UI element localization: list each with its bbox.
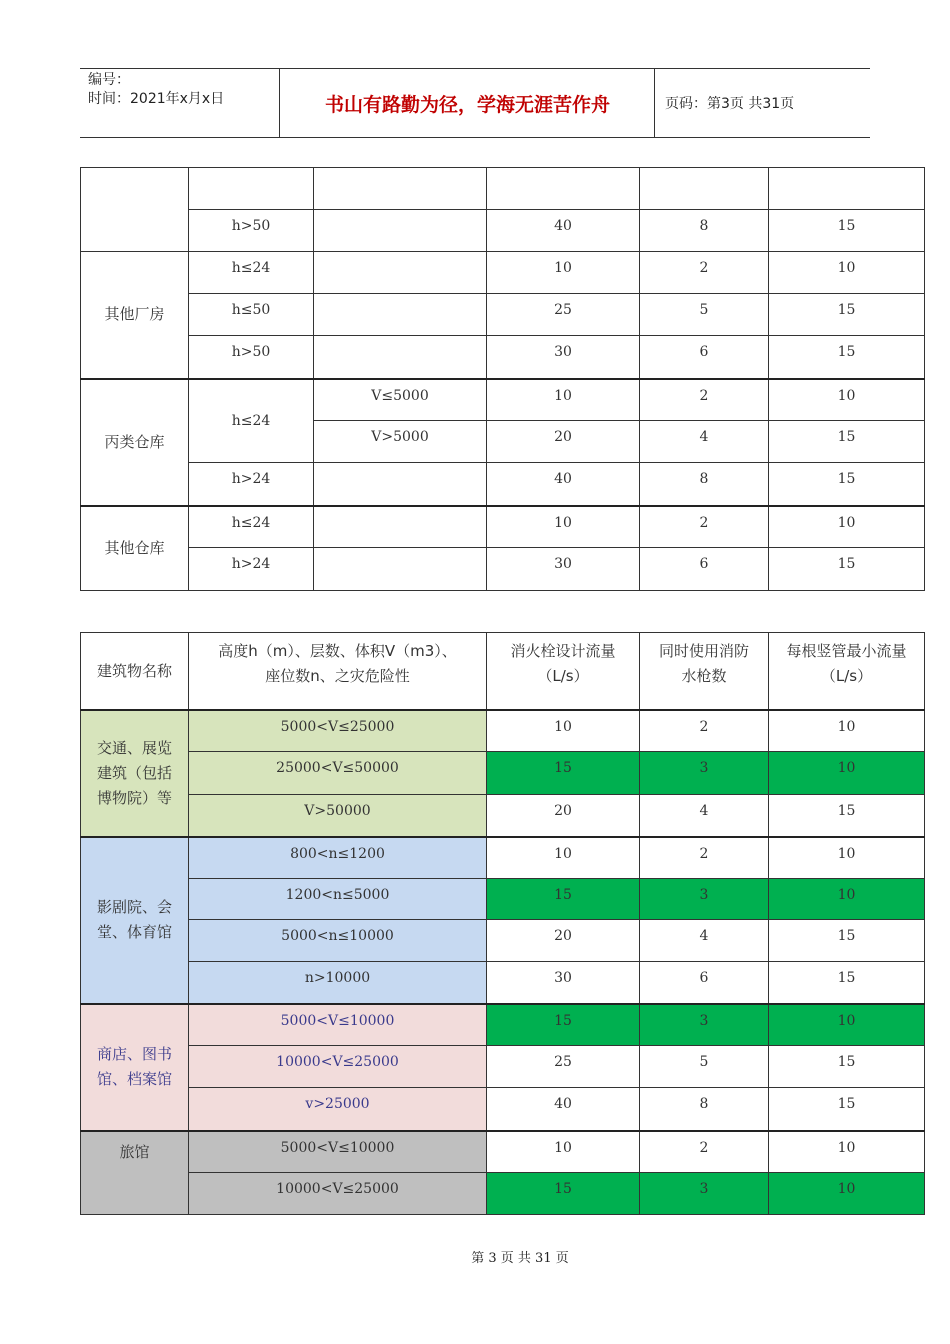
group-exhibition-line3: 博物院）等	[96, 788, 172, 807]
min-flow-cell: 10	[769, 879, 925, 920]
flow-cell: 15	[487, 1004, 640, 1046]
min-flow-cell: 15	[769, 1088, 925, 1131]
flow-cell: 40	[487, 210, 640, 252]
param-cell: 5000<V≤25000	[189, 710, 487, 752]
group-other-factory: 其他厂房	[81, 252, 189, 379]
guns-cell: 6	[640, 962, 769, 1004]
flow-cell: 30	[487, 336, 640, 379]
volume-cell	[314, 463, 487, 506]
guns-cell: 2	[640, 1131, 769, 1173]
param-cell: 5000<V≤10000	[189, 1131, 487, 1173]
volume-cell	[314, 252, 487, 294]
group-exhibition-line2: 建筑（包括	[96, 763, 172, 782]
header-min-flow-line1: 每根竖管最小流量	[786, 642, 907, 660]
height-cell: h>24	[189, 463, 314, 506]
group-theater	[81, 837, 189, 1004]
height-cell: h>24	[189, 548, 314, 591]
param-cell: 5000<V≤10000	[189, 1004, 487, 1046]
param-cell: 10000<V≤25000	[189, 1046, 487, 1088]
table-row	[81, 506, 925, 548]
min-flow-cell: 15	[769, 548, 925, 591]
flow-cell	[487, 168, 640, 210]
guns-cell: 3	[640, 752, 769, 795]
flow-cell: 25	[487, 1046, 640, 1088]
flow-cell: 25	[487, 294, 640, 336]
flow-cell: 15	[487, 752, 640, 795]
page-footer	[0, 1247, 950, 1266]
group-shop-library	[81, 1004, 189, 1131]
volume-cell: V≤5000	[314, 379, 487, 421]
volume-cell	[314, 294, 487, 336]
header-parameters	[189, 633, 487, 710]
guns-cell: 6	[640, 548, 769, 591]
min-flow-cell: 10	[769, 1173, 925, 1215]
header-min-flow-line2: （L/s）	[820, 667, 873, 685]
table-row	[81, 168, 925, 210]
min-flow-cell: 15	[769, 421, 925, 463]
height-cell: h≤24	[189, 379, 314, 463]
guns-cell	[640, 168, 769, 210]
volume-cell	[314, 168, 487, 210]
guns-cell: 2	[640, 710, 769, 752]
group-shop-library-line2: 馆、档案馆	[96, 1070, 172, 1088]
guns-cell: 3	[640, 1004, 769, 1046]
table-row	[81, 1088, 925, 1131]
table-row	[81, 379, 925, 421]
table-row	[81, 548, 925, 591]
height-cell: h≤24	[189, 252, 314, 294]
min-flow-cell: 10	[769, 252, 925, 294]
param-cell: 1200<n≤5000	[189, 879, 487, 920]
flow-cell: 20	[487, 421, 640, 463]
table-row	[81, 962, 925, 1004]
min-flow-cell: 15	[769, 463, 925, 506]
min-flow-cell	[769, 168, 925, 210]
volume-cell	[314, 506, 487, 548]
flow-cell: 30	[487, 962, 640, 1004]
height-cell: h>50	[189, 336, 314, 379]
guns-cell: 3	[640, 879, 769, 920]
guns-cell: 8	[640, 463, 769, 506]
header-guns	[640, 633, 769, 710]
table-row	[81, 294, 925, 336]
group-shop-library-line1: 商店、图书	[96, 1045, 172, 1063]
flow-cell: 30	[487, 548, 640, 591]
min-flow-cell: 15	[769, 294, 925, 336]
group-class-c-warehouse: 丙类仓库	[81, 379, 189, 506]
param-cell: v>25000	[189, 1088, 487, 1131]
min-flow-cell: 15	[769, 1046, 925, 1088]
min-flow-cell: 15	[769, 962, 925, 1004]
min-flow-cell: 15	[769, 795, 925, 837]
guns-cell: 2	[640, 252, 769, 294]
hydrant-flow-table	[80, 632, 925, 1215]
param-cell: 10000<V≤25000	[189, 1173, 487, 1215]
height-cell	[189, 168, 314, 210]
table-row	[81, 463, 925, 506]
table-header-row	[81, 633, 925, 710]
flow-cell: 10	[487, 1131, 640, 1173]
group-theater-line2: 堂、体育馆	[96, 923, 172, 941]
flow-cell: 15	[487, 1173, 640, 1215]
header-meta	[80, 69, 280, 137]
flow-cell: 10	[487, 837, 640, 879]
guns-cell: 4	[640, 795, 769, 837]
height-cell: h≤24	[189, 506, 314, 548]
flow-cell: 10	[487, 379, 640, 421]
header-design-flow-line1: 消火栓设计流量	[510, 642, 616, 660]
height-cell: h≤50	[189, 294, 314, 336]
table-continued	[80, 167, 925, 591]
flow-cell: 15	[487, 879, 640, 920]
flow-cell: 40	[487, 463, 640, 506]
table-row	[81, 210, 925, 252]
group-hotel: 旅馆	[81, 1131, 189, 1215]
volume-cell: V>5000	[314, 421, 487, 463]
min-flow-cell: 10	[769, 710, 925, 752]
table-row	[81, 1131, 925, 1173]
header-guns-line2: 水枪数	[681, 667, 727, 685]
header-building-name: 建筑物名称	[81, 633, 189, 710]
flow-cell: 10	[487, 506, 640, 548]
time-label: 时间：2021年x月x日	[88, 91, 225, 107]
guns-cell: 4	[640, 920, 769, 962]
header-guns-line1: 同时使用消防	[658, 642, 749, 660]
min-flow-cell: 10	[769, 1131, 925, 1173]
flow-cell: 10	[487, 710, 640, 752]
group-other-warehouse: 其他仓库	[81, 506, 189, 591]
min-flow-cell: 15	[769, 336, 925, 379]
min-flow-cell: 15	[769, 920, 925, 962]
header-motto: 书山有路勤为径，学海无涯苦作舟	[281, 69, 655, 137]
min-flow-cell: 10	[769, 1004, 925, 1046]
height-cell: h>50	[189, 210, 314, 252]
header-page-label: 页码：第3页 共31页	[665, 96, 795, 112]
header-design-flow	[487, 633, 640, 710]
table-row	[81, 837, 925, 879]
table-row	[81, 710, 925, 752]
table-row	[81, 1173, 925, 1215]
page-header	[80, 68, 870, 138]
param-cell: V>50000	[189, 795, 487, 837]
table-row	[81, 1046, 925, 1088]
guns-cell: 5	[640, 294, 769, 336]
guns-cell: 4	[640, 421, 769, 463]
header-design-flow-line2: （L/s）	[537, 667, 589, 685]
guns-cell: 8	[640, 210, 769, 252]
table-row	[81, 752, 925, 795]
flow-cell: 20	[487, 795, 640, 837]
guns-cell: 5	[640, 1046, 769, 1088]
table-row	[81, 252, 925, 294]
table-row	[81, 879, 925, 920]
min-flow-cell: 15	[769, 210, 925, 252]
guns-cell: 2	[640, 379, 769, 421]
min-flow-cell: 10	[769, 837, 925, 879]
header-min-flow	[769, 633, 925, 710]
header-parameters-line1: 高度h（m）、层数、体积V（m3）、	[218, 642, 457, 660]
table-row	[81, 336, 925, 379]
flow-cell: 40	[487, 1088, 640, 1131]
table-row	[81, 920, 925, 962]
param-cell: 5000<n≤10000	[189, 920, 487, 962]
param-cell: n>10000	[189, 962, 487, 1004]
param-cell: 25000<V≤50000	[189, 752, 487, 795]
guns-cell: 2	[640, 506, 769, 548]
group-cell	[81, 168, 189, 252]
table-row	[81, 1004, 925, 1046]
volume-cell	[314, 210, 487, 252]
min-flow-cell: 10	[769, 506, 925, 548]
group-exhibition	[81, 710, 189, 837]
param-cell: 800<n≤1200	[189, 837, 487, 879]
group-exhibition-line1: 交通、展览	[96, 738, 172, 757]
group-theater-line1: 影剧院、会	[96, 898, 172, 916]
table-row	[81, 795, 925, 837]
volume-cell	[314, 336, 487, 379]
flow-cell: 20	[487, 920, 640, 962]
header-parameters-line2: 座位数n、之灾危险性	[265, 667, 410, 685]
footer-page-number: 第 3 页 共 31 页	[471, 1251, 569, 1266]
guns-cell: 6	[640, 336, 769, 379]
flow-cell: 10	[487, 252, 640, 294]
guns-cell: 8	[640, 1088, 769, 1131]
min-flow-cell: 10	[769, 379, 925, 421]
number-label: 编号：	[88, 72, 130, 88]
volume-cell	[314, 548, 487, 591]
guns-cell: 2	[640, 837, 769, 879]
guns-cell: 3	[640, 1173, 769, 1215]
min-flow-cell: 10	[769, 752, 925, 795]
